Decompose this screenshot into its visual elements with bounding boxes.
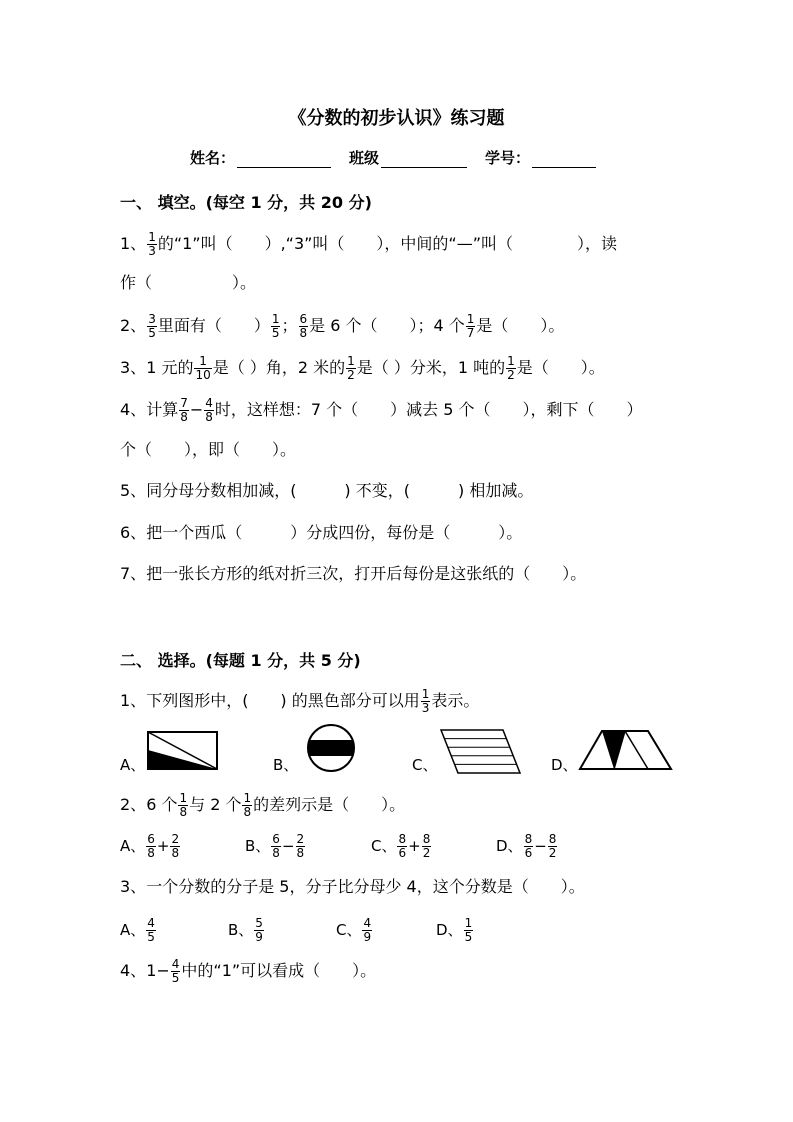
s1-q4-line1: 4、计算 $\frac{7}{8}$ − $\frac{4}{8}$ 时，这样想：7 个（ ）减去 5 个（ ），剩下（ ） xyxy=(120,396,643,424)
s2-q2-option-c[interactable]: C、 $\frac{8}{6}$ + $\frac{8}{2}$ xyxy=(371,832,431,860)
s1-q1-line2: 作（ ）。 xyxy=(120,273,257,292)
fraction: $\frac{1}{2}$ xyxy=(507,354,515,382)
s2-q3-option-a[interactable]: A、 $\frac{4}{5}$ xyxy=(120,916,155,944)
figure-b-circle-icon xyxy=(305,723,357,773)
page-title: 《分数的初步认识》练习题 xyxy=(288,108,505,129)
section2-heading: 二、 选择。(每题 1 分，共 5 分) xyxy=(120,651,361,670)
option-a-label[interactable]: A、 xyxy=(120,756,146,774)
s1-q7: 7、把一张长方形的纸对折三次，打开后每份是这张纸的（ ）。 xyxy=(120,564,587,583)
figure-c-parallelogram-icon xyxy=(440,729,522,775)
s2-q4: 4、1− $\frac{4}{5}$ 中的“1”可以看成（ ）。 xyxy=(120,957,377,985)
fraction: $\frac{4}{5}$ xyxy=(171,957,180,985)
fraction: $\frac{6}{8}$ xyxy=(299,312,308,340)
fraction: $\frac{1}{3}$ xyxy=(148,230,156,258)
s2-q3-option-d[interactable]: D、 $\frac{1}{5}$ xyxy=(436,916,473,944)
s2-q3-option-b[interactable]: B、 $\frac{5}{9}$ xyxy=(228,916,263,944)
figure-a-rectangle-icon xyxy=(147,731,219,771)
option-d-label[interactable]: D、 xyxy=(551,756,578,774)
option-b-label[interactable]: B、 xyxy=(273,756,299,774)
class-label: 班级 xyxy=(349,149,380,167)
q-number: 1、 xyxy=(120,234,147,253)
fraction: $\frac{1}{3}$ xyxy=(421,687,430,715)
s2-q2-option-d[interactable]: D、 $\frac{8}{6}$ − $\frac{8}{2}$ xyxy=(496,832,557,860)
s1-q5: 5、同分母分数相加减，( ) 不变，( ) 相加减。 xyxy=(120,481,534,500)
s1-q6: 6、把一个西瓜（ ）分成四份，每份是（ ）。 xyxy=(120,523,523,542)
s2-q2: 2、6 个 $\frac{1}{8}$ 与 2 个 $\frac{1}{8}$ 的差列示是（ ）。 xyxy=(120,791,406,819)
s1-q1-line1 xyxy=(120,231,617,258)
s2-q3: 3、一个分数的分子是 5，分子比分母少 4，这个分数是（ ）。 xyxy=(120,877,585,896)
id-label: 学号： xyxy=(485,149,531,167)
figure-d-trapezoid-icon xyxy=(578,728,674,772)
student-info xyxy=(190,147,596,168)
option-c-label[interactable]: C、 xyxy=(412,756,438,774)
fraction: $\frac{7}{8}$ xyxy=(180,396,188,424)
s2-q2-option-b[interactable]: B、 $\frac{6}{8}$ − $\frac{2}{8}$ xyxy=(245,832,305,860)
fraction: $\frac{1}{5}$ xyxy=(271,312,280,340)
fraction: $\frac{3}{5}$ xyxy=(148,312,156,340)
fraction: $\frac{1}{8}$ xyxy=(179,791,188,819)
s2-q2-option-a[interactable]: A、 $\frac{6}{8}$ + $\frac{2}{8}$ xyxy=(120,832,180,860)
class-blank xyxy=(381,151,467,168)
fraction: $\frac{4}{8}$ xyxy=(205,396,213,424)
s1-q4-line2: 个（ ），即（ ）。 xyxy=(120,440,297,459)
s2-q1: 1、下列图形中，( ) 的黑色部分可以用 $\frac{1}{3}$ 表示。 xyxy=(120,687,480,715)
fraction: $\frac{1}{8}$ xyxy=(243,791,252,819)
section1-heading: 一、 填空。(每空 1 分，共 20 分) xyxy=(120,193,372,212)
id-blank xyxy=(532,151,596,168)
fraction: $\frac{1}{2}$ xyxy=(347,354,355,382)
s2-q3-option-c[interactable]: C、 $\frac{4}{9}$ xyxy=(336,916,372,944)
name-blank xyxy=(237,151,331,168)
fraction: $\frac{1}{7}$ xyxy=(466,312,475,340)
s1-q3: 3、1 元的 $\frac{1}{10}$ 是（ ）角，2 米的 $\frac{1}{2}$ 是（ ）分米，1 吨的 $\frac{1}{2}$ 是（ ）。 xyxy=(120,354,605,382)
name-label: 姓名： xyxy=(190,149,236,167)
s1-q2: 2、 $\frac{3}{5}$ 里面有（ ） $\frac{1}{5}$ ； $\frac{6}{8}$ 是 6 个（ ）；4 个 $\frac{1}{7}$ 是（ ）。 xyxy=(120,312,565,340)
fraction: $\frac{1}{10}$ xyxy=(195,354,211,382)
q-text: 的“1”叫（ ）,“3”叫（ ），中间的“—”叫（ ），读 xyxy=(157,234,618,253)
